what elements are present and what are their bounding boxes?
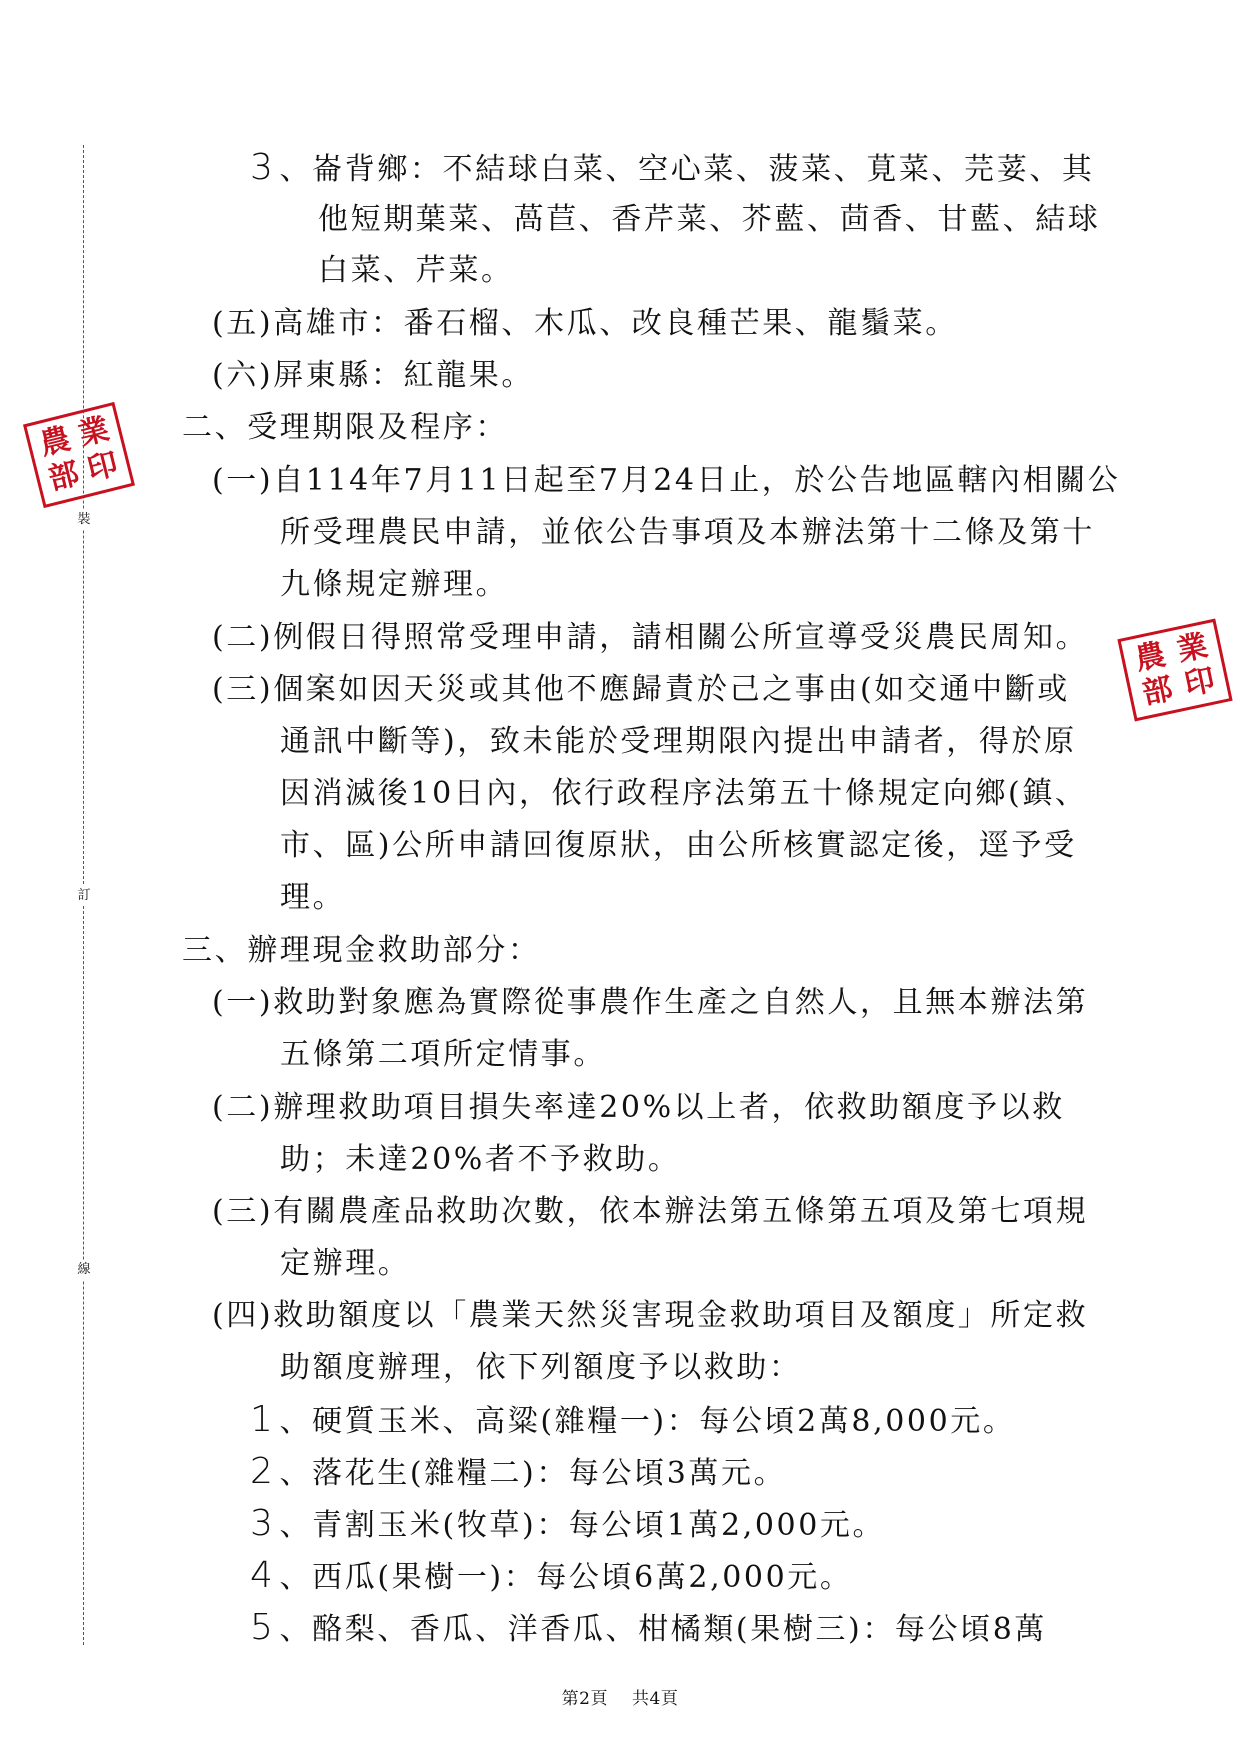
official-seal-right: 農 業 部 印 [1117, 619, 1232, 722]
text-line: 助額度辦理，依下列額度予以救助： [280, 1350, 802, 1385]
text-line: 定辦理。 [280, 1246, 411, 1281]
binding-label-ding: 訂 [74, 886, 94, 906]
text-line: 市、區)公所申請回復原狀，由公所核實認定後，逕予受 [280, 828, 1077, 863]
text-line: (二)辦理救助項目損失率達20%以上者，依救助額度予以救 [212, 1090, 1065, 1125]
text-line: (五)高雄市：番石榴、木瓜、改良種芒果、龍鬚菜。 [212, 306, 958, 341]
list-item: 5 、酪梨、香瓜、洋香瓜、柑橘類(果樹三)：每公頃8萬 [250, 1607, 1048, 1648]
text-line: (三)有關農產品救助次數，依本辦法第五條第五項及第七項規 [212, 1194, 1089, 1229]
text-line: 所受理農民申請，並依公告事項及本辦法第十二條及第十 [280, 515, 1095, 550]
text-line: 白菜、芹菜。 [318, 253, 514, 288]
official-seal-left: 農 業 部 印 [23, 402, 135, 508]
text-line: (一)自114年7月11日起至7月24日止，於公告地區轄內相關公 [212, 463, 1121, 498]
text-line: (六)屏東縣：紅龍果。 [212, 358, 535, 393]
text-line: (四)救助額度以「農業天然災害現金救助項目及額度」所定救 [212, 1298, 1089, 1333]
page-footer [0, 1684, 1240, 1709]
text-line: 五條第二項所定情事。 [280, 1037, 606, 1072]
list-item: 4 、西瓜(果樹一)：每公頃6萬2,000元。 [250, 1555, 853, 1596]
text-line: 他短期葉菜、萵苣、香芹菜、芥藍、茴香、甘藍、結球 [318, 202, 1101, 237]
binding-label-zhuang: 裝 [74, 510, 94, 530]
list-item: 1 、硬質玉米、高粱(雜糧一)：每公頃2萬8,000元。 [250, 1399, 1016, 1440]
list-item: 2 、落花生(雜糧二)：每公頃3萬元。 [250, 1451, 787, 1492]
section-heading: 三、辦理現金救助部分： [182, 933, 541, 968]
section-heading: 二、受理期限及程序： [182, 410, 508, 445]
text-line: (二)例假日得照常受理申請，請相關公所宣導受災農民周知。 [212, 620, 1089, 655]
text-line: 九條規定辦理。 [280, 567, 509, 602]
page-total: 共4頁 [632, 1689, 679, 1709]
text-line: 理。 [280, 880, 346, 915]
text-line: 因消滅後10日內，依行政程序法第五十條規定向鄉(鎮、 [280, 776, 1088, 811]
binding-label-xian: 線 [74, 1260, 94, 1280]
text-line: (三)個案如因天災或其他不應歸責於己之事由(如交通中斷或 [212, 672, 1070, 707]
text-line: 3 、崙背鄉：不結球白菜、空心菜、菠菜、莧菜、芫荽、其 [250, 147, 1095, 188]
text-line: 通訊中斷等)，致未能於受理期限內提出申請者，得於原 [280, 724, 1077, 759]
page-number: 第2頁 [561, 1689, 608, 1709]
text-line: (一)救助對象應為實際從事農作生產之自然人，且無本辦法第 [212, 985, 1089, 1020]
text-line: 助；未達20%者不予救助。 [280, 1142, 681, 1177]
list-item: 3 、青割玉米(牧草)：每公頃1萬2,000元。 [250, 1503, 886, 1544]
